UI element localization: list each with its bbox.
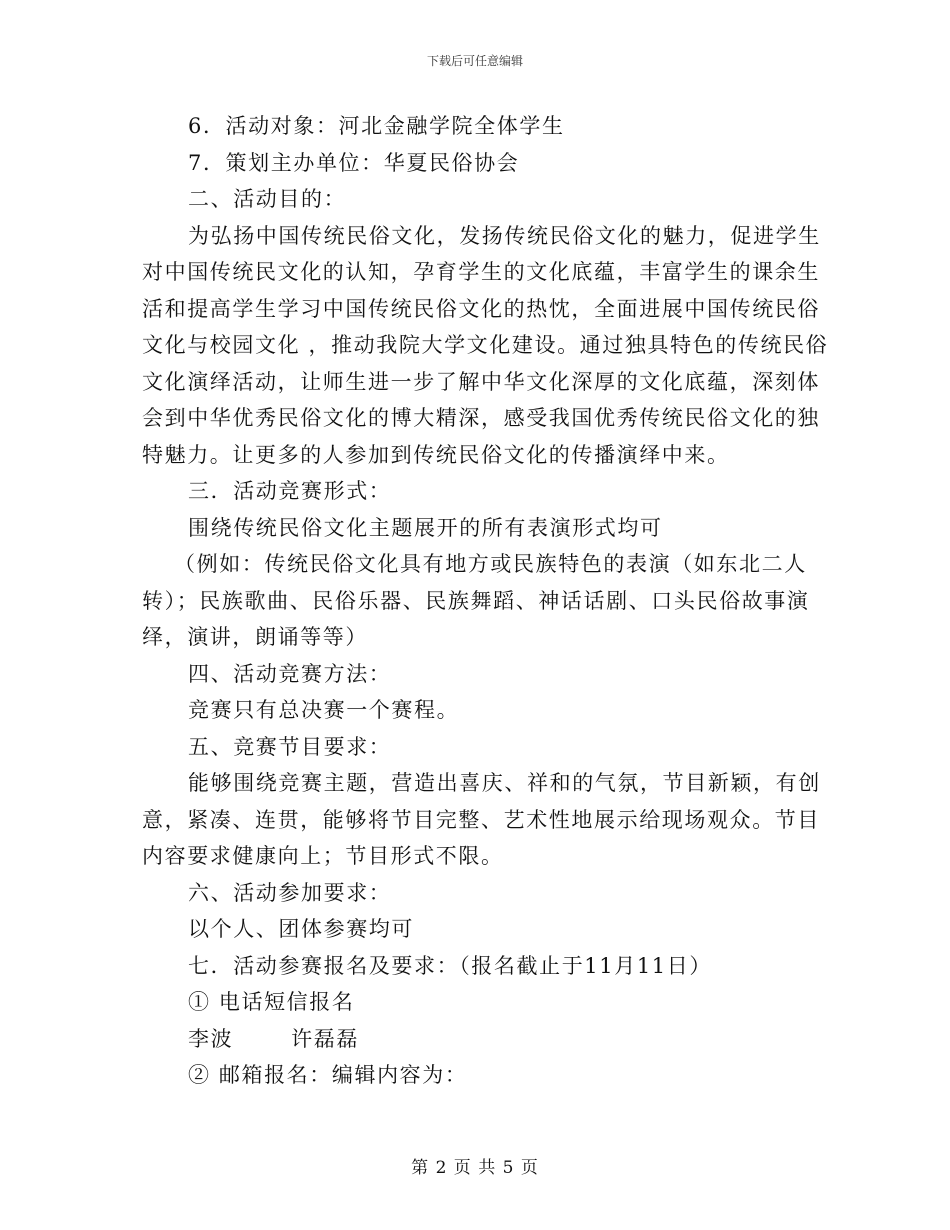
item-7-organizer: 7．策划主办单位：华夏民俗协会 — [188, 150, 520, 175]
format-example-line: 绎，演讲，朗诵等等） — [142, 625, 368, 649]
section-heading-format: 三．活动竞赛形式： — [188, 479, 392, 503]
item-6-activity-target: 6．活动对象：河北金融学院全体学生 — [188, 114, 565, 138]
purpose-paragraph-line: 文化与校园文化 ，推动我院大学文化建设。通过独具特色的传统民俗 — [142, 333, 829, 357]
section-heading-registration: 七．活动参赛报名及要求：（报名截止于11月11日） — [188, 953, 712, 978]
page-header: 下载后可任意编辑 — [426, 54, 523, 68]
purpose-paragraph-line: 特魅力。让更多的人参加到传统民俗文化的传播演绎中来。 — [142, 442, 730, 467]
section-heading-method: 四、活动竞赛方法： — [188, 661, 392, 686]
page-footer: 第 2 页 共 5 页 — [411, 1158, 539, 1178]
purpose-paragraph-line: 对中国传统民文化的认知，孕育学生的文化底蕴，丰富学生的课余生 — [142, 260, 820, 284]
format-example-line: （例如：传统民俗文化具有地方或民族特色的表演（如东北二人 — [174, 552, 807, 576]
program-requirements-line: 能够围绕竞赛主题，营造出喜庆、祥和的气氛，节目新颖，有创 — [188, 771, 821, 795]
participation-line: 以个人、团体参赛均可 — [188, 917, 414, 941]
program-requirements-line: 意，紧凑、连贯，能够将节目完整、艺术性地展示给现场观众。节目 — [142, 807, 820, 832]
format-paragraph-line: 围绕传统民俗文化主题展开的所有表演形式均可 — [188, 515, 663, 540]
method-paragraph-line: 竞赛只有总决赛一个赛程。 — [188, 698, 460, 722]
purpose-paragraph-line: 文化演绎活动，让师生进一步了解中华文化深厚的文化底蕴，深刻体 — [142, 369, 820, 394]
purpose-paragraph-line: 活和提高学生学习中国传统民俗文化的热忱，全面进展中国传统民俗 — [142, 296, 820, 321]
registration-phone-sms: ① 电话短信报名 — [188, 990, 355, 1014]
document-body — [142, 108, 829, 1094]
purpose-paragraph-line: 会到中华优秀民俗文化的博大精深，感受我国优秀传统民俗文化的独 — [142, 406, 820, 430]
format-example-line: 转）；民族歌曲、民俗乐器、民族舞蹈、神话话剧、口头民俗故事演 — [142, 588, 810, 613]
section-heading-participation: 六、活动参加要求： — [188, 880, 392, 905]
registration-contacts: 李波 许磊磊 — [188, 1026, 359, 1051]
program-requirements-line: 内容要求健康向上；节目形式不限。 — [142, 844, 504, 868]
section-heading-purpose: 二、活动目的： — [188, 187, 347, 211]
section-heading-program-requirements: 五、竞赛节目要求： — [188, 734, 392, 759]
purpose-paragraph-line: 为弘扬中国传统民俗文化，发扬传统民俗文化的魅力，促进学生 — [188, 223, 821, 248]
registration-email: ② 邮箱报名：编辑内容为： — [188, 1063, 468, 1087]
